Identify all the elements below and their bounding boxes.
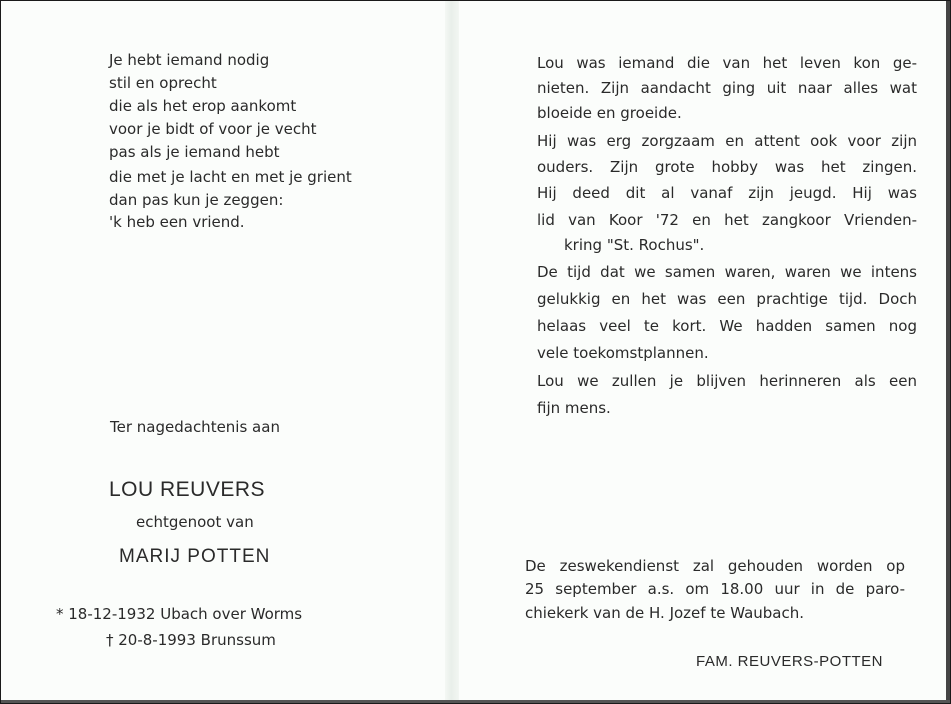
poem-line: Je hebt iemand nodig [109, 51, 270, 69]
card-fold [445, 1, 459, 703]
bio-line: ouders. Zijn grote hobby was het zingen. [537, 158, 917, 176]
bio-line: Lou we zullen je blijven herinneren als een [537, 372, 917, 390]
poem-line: 'k heb een vriend. [109, 213, 245, 231]
bio-line: vele toekomstplannen. [537, 344, 709, 362]
bio-line: Hij was erg zorgzaam en attent ook voor zijn [537, 132, 917, 150]
spouse-name: MARIJ POTTEN [119, 546, 271, 567]
card-edge [946, 1, 950, 703]
service-line: chiekerk van de H. Jozef te Waubach. [525, 604, 805, 622]
bio-line: Hij deed dit al vanaf zijn jeugd. Hij was [537, 184, 917, 202]
service-line: De zeswekendienst zal gehouden worden op [525, 557, 905, 575]
bio-line: helaas veel te kort. We hadden samen nog [537, 317, 917, 335]
bio-line: De tijd dat we samen waren, waren we intens [537, 263, 917, 281]
poem-line: dan pas kun je zeggen: [109, 191, 284, 209]
bio-line: lid van Koor '72 en het zangkoor Vrienden- [537, 211, 917, 229]
bio-line: gelukkig en het was een prachtige tijd. Doch [537, 290, 917, 308]
bio-line: Lou was iemand die van het leven kon ge- [537, 54, 917, 72]
deceased-name: LOU REUVERS [109, 478, 266, 501]
poem-line: die met je lacht en met je grient [109, 168, 352, 186]
memoriam-heading: Ter nagedachtenis aan [110, 418, 280, 436]
spouse-label: echtgenoot van [136, 513, 254, 531]
bio-line: kring "St. Rochus". [564, 236, 705, 254]
bio-line: fijn mens. [537, 399, 611, 417]
poem-line: voor je bidt of voor je vecht [109, 120, 317, 138]
poem-line: stil en oprecht [109, 74, 217, 92]
service-line: 25 september a.s. om 18.00 uur in de paro- [525, 580, 905, 598]
death-line: † 20-8-1993 Brunssum [106, 631, 276, 649]
birth-line: * 18-12-1932 Ubach over Worms [56, 605, 303, 623]
bio-line: bloeide en groeide. [537, 104, 682, 122]
card-bottom-edge [1, 700, 950, 703]
family-signature: FAM. REUVERS-POTTEN [696, 653, 884, 670]
poem-line: pas als je iemand hebt [109, 143, 280, 161]
poem-line: die als het erop aankomt [109, 97, 297, 115]
bio-line: nieten. Zijn aandacht ging uit naar alles wat [537, 79, 917, 97]
